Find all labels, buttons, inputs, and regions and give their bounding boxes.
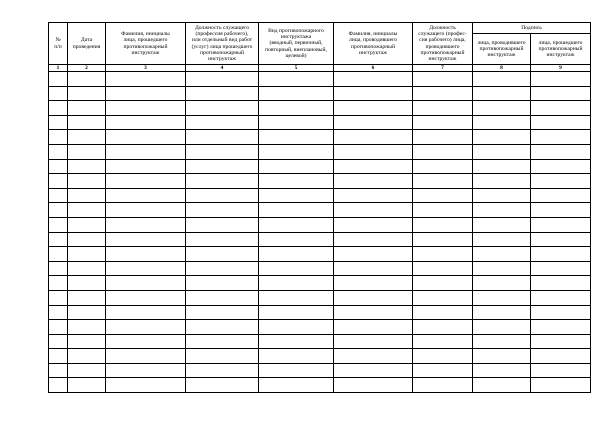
- table-cell[interactable]: [334, 305, 413, 320]
- table-cell[interactable]: [68, 101, 106, 116]
- table-cell[interactable]: [49, 232, 68, 247]
- table-cell[interactable]: [531, 159, 591, 174]
- header-signature-trainee: лица, прошедшего противопожарный инструктаж: [531, 34, 591, 65]
- table-cell[interactable]: [334, 101, 413, 116]
- table-cell[interactable]: [68, 72, 106, 87]
- table-cell[interactable]: [186, 188, 259, 203]
- header-col-instructor-position: Должность служащего (профес- сия рабочего) лица, проводившего противопожарный инструктаж: [413, 23, 473, 65]
- table-cell[interactable]: [186, 334, 259, 349]
- table-cell[interactable]: [68, 305, 106, 320]
- table-cell[interactable]: [531, 144, 591, 159]
- table-cell[interactable]: [334, 378, 413, 393]
- table-cell[interactable]: [334, 203, 413, 218]
- table-cell[interactable]: [68, 203, 106, 218]
- table-cell[interactable]: [413, 320, 473, 335]
- column-number: 6: [334, 65, 413, 72]
- table-row: [49, 378, 591, 393]
- table-cell[interactable]: [68, 159, 106, 174]
- table-cell[interactable]: [106, 115, 186, 130]
- table-cell[interactable]: [531, 203, 591, 218]
- header-col-instructor-name: Фамилия, инициалы лица, проводившего противопожарный инструктаж: [334, 23, 413, 65]
- table-cell[interactable]: [186, 232, 259, 247]
- column-number: 1: [49, 65, 68, 72]
- table-cell[interactable]: [106, 305, 186, 320]
- table-cell[interactable]: [49, 159, 68, 174]
- table-cell[interactable]: [413, 217, 473, 232]
- table-cell[interactable]: [106, 320, 186, 335]
- table-cell[interactable]: [413, 261, 473, 276]
- table-cell[interactable]: [259, 320, 334, 335]
- table-cell[interactable]: [531, 188, 591, 203]
- table-cell[interactable]: [259, 363, 334, 378]
- table-cell[interactable]: [68, 144, 106, 159]
- table-cell[interactable]: [68, 378, 106, 393]
- table-cell[interactable]: [259, 130, 334, 145]
- table-cell[interactable]: [473, 159, 531, 174]
- table-cell[interactable]: [413, 203, 473, 218]
- table-cell[interactable]: [259, 247, 334, 262]
- column-number: 9: [531, 65, 591, 72]
- table-cell[interactable]: [259, 261, 334, 276]
- table-cell[interactable]: [68, 276, 106, 291]
- table-cell[interactable]: [473, 86, 531, 101]
- table-row: [49, 174, 591, 189]
- table-cell[interactable]: [531, 320, 591, 335]
- table-cell[interactable]: [473, 305, 531, 320]
- table-cell[interactable]: [106, 101, 186, 116]
- table-cell[interactable]: [186, 144, 259, 159]
- table-cell[interactable]: [186, 349, 259, 364]
- table-cell[interactable]: [106, 72, 186, 87]
- table-cell[interactable]: [259, 276, 334, 291]
- table-row: [49, 276, 591, 291]
- column-number: 3: [106, 65, 186, 72]
- table-cell[interactable]: [259, 159, 334, 174]
- table-cell[interactable]: [68, 115, 106, 130]
- table-row: [49, 320, 591, 335]
- table-cell[interactable]: [49, 305, 68, 320]
- table-cell[interactable]: [106, 217, 186, 232]
- table-cell[interactable]: [186, 320, 259, 335]
- table-cell[interactable]: [49, 320, 68, 335]
- table-cell[interactable]: [531, 305, 591, 320]
- table-cell[interactable]: [473, 276, 531, 291]
- table-cell[interactable]: [413, 115, 473, 130]
- table-cell[interactable]: [413, 247, 473, 262]
- table-cell[interactable]: [68, 349, 106, 364]
- table-cell[interactable]: [49, 261, 68, 276]
- table-cell[interactable]: [259, 86, 334, 101]
- table-cell[interactable]: [473, 217, 531, 232]
- table-cell[interactable]: [49, 174, 68, 189]
- table-cell[interactable]: [68, 290, 106, 305]
- table-cell[interactable]: [49, 101, 68, 116]
- table-cell[interactable]: [49, 276, 68, 291]
- column-number: 2: [68, 65, 106, 72]
- table-cell[interactable]: [413, 378, 473, 393]
- table-cell[interactable]: [259, 232, 334, 247]
- table-cell[interactable]: [473, 363, 531, 378]
- table-cell[interactable]: [473, 232, 531, 247]
- table-row: [49, 130, 591, 145]
- table-cell[interactable]: [413, 290, 473, 305]
- table-cell[interactable]: [531, 217, 591, 232]
- table-row: [49, 349, 591, 364]
- table-cell[interactable]: [49, 217, 68, 232]
- table-cell[interactable]: [68, 334, 106, 349]
- header-signature-instructor: лица, проводившего противопожарный инструктаж: [473, 34, 531, 65]
- table-cell[interactable]: [49, 363, 68, 378]
- table-cell[interactable]: [186, 174, 259, 189]
- table-cell[interactable]: [106, 363, 186, 378]
- table-cell[interactable]: [334, 130, 413, 145]
- table-cell[interactable]: [334, 144, 413, 159]
- table-row: [49, 72, 591, 87]
- table-cell[interactable]: [531, 247, 591, 262]
- table-cell[interactable]: [531, 334, 591, 349]
- table-cell[interactable]: [473, 174, 531, 189]
- column-number: 4: [186, 65, 259, 72]
- table-cell[interactable]: [413, 159, 473, 174]
- table-cell[interactable]: [334, 363, 413, 378]
- table-cell[interactable]: [334, 247, 413, 262]
- table-cell[interactable]: [413, 72, 473, 87]
- table-cell[interactable]: [106, 144, 186, 159]
- table-cell[interactable]: [259, 378, 334, 393]
- column-number: 7: [413, 65, 473, 72]
- table-cell[interactable]: [68, 247, 106, 262]
- table-cell[interactable]: [473, 334, 531, 349]
- table-cell[interactable]: [531, 130, 591, 145]
- table-cell[interactable]: [259, 101, 334, 116]
- table-cell[interactable]: [49, 378, 68, 393]
- table-cell[interactable]: [413, 334, 473, 349]
- table-cell[interactable]: [473, 290, 531, 305]
- table-cell[interactable]: [186, 378, 259, 393]
- table-cell[interactable]: [186, 217, 259, 232]
- table-cell[interactable]: [413, 130, 473, 145]
- table-cell[interactable]: [413, 232, 473, 247]
- table-cell[interactable]: [259, 305, 334, 320]
- table-cell[interactable]: [473, 247, 531, 262]
- table-cell[interactable]: [531, 174, 591, 189]
- table-cell[interactable]: [106, 86, 186, 101]
- table-cell[interactable]: [473, 115, 531, 130]
- table-cell[interactable]: [334, 86, 413, 101]
- table-cell[interactable]: [413, 188, 473, 203]
- table-row: [49, 261, 591, 276]
- table-cell[interactable]: [49, 86, 68, 101]
- table-cell[interactable]: [106, 276, 186, 291]
- table-cell[interactable]: [106, 349, 186, 364]
- table-cell[interactable]: [186, 203, 259, 218]
- table-cell[interactable]: [186, 247, 259, 262]
- table-row: [49, 144, 591, 159]
- table-cell[interactable]: [473, 320, 531, 335]
- table-cell[interactable]: [531, 101, 591, 116]
- table-cell[interactable]: [106, 174, 186, 189]
- table-cell[interactable]: [334, 349, 413, 364]
- table-cell[interactable]: [334, 159, 413, 174]
- table-cell[interactable]: [259, 334, 334, 349]
- table-cell[interactable]: [49, 247, 68, 262]
- table-cell[interactable]: [473, 72, 531, 87]
- table-cell[interactable]: [413, 174, 473, 189]
- table-row: [49, 86, 591, 101]
- table-cell[interactable]: [334, 217, 413, 232]
- table-row: [49, 232, 591, 247]
- table-row: [49, 188, 591, 203]
- table-cell[interactable]: [531, 115, 591, 130]
- table-cell[interactable]: [49, 349, 68, 364]
- table-cell[interactable]: [106, 130, 186, 145]
- table-cell[interactable]: [68, 320, 106, 335]
- table-cell[interactable]: [473, 203, 531, 218]
- table-cell[interactable]: [259, 72, 334, 87]
- table-cell[interactable]: [106, 261, 186, 276]
- table-cell[interactable]: [106, 188, 186, 203]
- column-number: 8: [473, 65, 531, 72]
- table-cell[interactable]: [49, 334, 68, 349]
- header-col-trainee-name: Фамилия, инициалы лица, прошедшего противопожарный инструктаж: [106, 23, 186, 65]
- table-cell[interactable]: [106, 159, 186, 174]
- table-cell[interactable]: [334, 115, 413, 130]
- header-signature-group: Подпись: [473, 23, 591, 34]
- table-cell[interactable]: [531, 349, 591, 364]
- table-cell[interactable]: [473, 378, 531, 393]
- table-row: [49, 363, 591, 378]
- table-cell[interactable]: [186, 305, 259, 320]
- table-cell[interactable]: [186, 101, 259, 116]
- table-cell[interactable]: [531, 276, 591, 291]
- table-cell[interactable]: [413, 101, 473, 116]
- table-cell[interactable]: [531, 86, 591, 101]
- table-cell[interactable]: [186, 72, 259, 87]
- table-cell[interactable]: [186, 363, 259, 378]
- table-cell[interactable]: [473, 130, 531, 145]
- column-number: 5: [259, 65, 334, 72]
- table-cell[interactable]: [531, 363, 591, 378]
- table-cell[interactable]: [68, 363, 106, 378]
- header-col-trainee-position: Должность служащего (профессия рабочего), или отдельный вид работ (услуг) лица прошедшего противопожарный инструктаж: [186, 23, 259, 65]
- table-cell[interactable]: [334, 334, 413, 349]
- table-cell[interactable]: [334, 320, 413, 335]
- table-cell[interactable]: [186, 159, 259, 174]
- table-cell[interactable]: [334, 174, 413, 189]
- table-cell[interactable]: [259, 144, 334, 159]
- table-cell[interactable]: [106, 232, 186, 247]
- table-cell[interactable]: [106, 203, 186, 218]
- table-cell[interactable]: [49, 290, 68, 305]
- table-row: [49, 159, 591, 174]
- table-cell[interactable]: [68, 232, 106, 247]
- table-cell[interactable]: [106, 334, 186, 349]
- table-cell[interactable]: [68, 188, 106, 203]
- header-col-briefing-type: Вид противопожарного инструктажа (вводный, первичный, повторный, внеплановый, целевой): [259, 23, 334, 65]
- table-row: [49, 115, 591, 130]
- table-cell[interactable]: [413, 349, 473, 364]
- table-cell[interactable]: [186, 276, 259, 291]
- table-cell[interactable]: [68, 174, 106, 189]
- table-row: [49, 247, 591, 262]
- table-cell[interactable]: [259, 203, 334, 218]
- table-row: [49, 290, 591, 305]
- table-cell[interactable]: [413, 86, 473, 101]
- table-cell[interactable]: [531, 232, 591, 247]
- table-cell[interactable]: [334, 232, 413, 247]
- fire-safety-briefing-journal-table: [48, 22, 591, 393]
- table-cell[interactable]: [473, 144, 531, 159]
- table-cell[interactable]: [68, 86, 106, 101]
- table-cell[interactable]: [49, 72, 68, 87]
- table-cell[interactable]: [259, 349, 334, 364]
- table-cell[interactable]: [334, 261, 413, 276]
- table-cell[interactable]: [473, 349, 531, 364]
- table-cell[interactable]: [413, 363, 473, 378]
- table-cell[interactable]: [49, 203, 68, 218]
- table-cell[interactable]: [259, 115, 334, 130]
- table-cell[interactable]: [186, 86, 259, 101]
- table-cell[interactable]: [259, 174, 334, 189]
- table-cell[interactable]: [259, 290, 334, 305]
- table-cell[interactable]: [259, 188, 334, 203]
- table-cell[interactable]: [531, 261, 591, 276]
- table-row: [49, 101, 591, 116]
- table-cell[interactable]: [49, 130, 68, 145]
- table-cell[interactable]: [531, 72, 591, 87]
- table-cell[interactable]: [106, 378, 186, 393]
- table-row: [49, 305, 591, 320]
- table-cell[interactable]: [413, 305, 473, 320]
- table-cell[interactable]: [473, 261, 531, 276]
- table-cell[interactable]: [531, 378, 591, 393]
- table-cell[interactable]: [186, 130, 259, 145]
- table-cell[interactable]: [49, 144, 68, 159]
- column-number-row: [49, 65, 591, 72]
- table-cell[interactable]: [106, 290, 186, 305]
- table-cell[interactable]: [334, 290, 413, 305]
- table-row: [49, 334, 591, 349]
- table-cell[interactable]: [334, 276, 413, 291]
- table-cell[interactable]: [68, 130, 106, 145]
- header-col-date: Дата проведения: [68, 23, 106, 65]
- table-cell[interactable]: [473, 188, 531, 203]
- table-cell[interactable]: [473, 101, 531, 116]
- table-cell[interactable]: [413, 144, 473, 159]
- table-cell[interactable]: [531, 290, 591, 305]
- table-cell[interactable]: [186, 290, 259, 305]
- table-cell[interactable]: [413, 276, 473, 291]
- header-col-number: № п/п: [49, 23, 68, 65]
- table-cell[interactable]: [259, 217, 334, 232]
- table-cell[interactable]: [186, 261, 259, 276]
- table-cell[interactable]: [68, 261, 106, 276]
- table-cell[interactable]: [106, 247, 186, 262]
- table-cell[interactable]: [68, 217, 106, 232]
- table-row: [49, 203, 591, 218]
- table-row: [49, 217, 591, 232]
- table-cell[interactable]: [334, 188, 413, 203]
- table-cell[interactable]: [334, 72, 413, 87]
- table-cell[interactable]: [49, 115, 68, 130]
- table-cell[interactable]: [186, 115, 259, 130]
- table-cell[interactable]: [49, 188, 68, 203]
